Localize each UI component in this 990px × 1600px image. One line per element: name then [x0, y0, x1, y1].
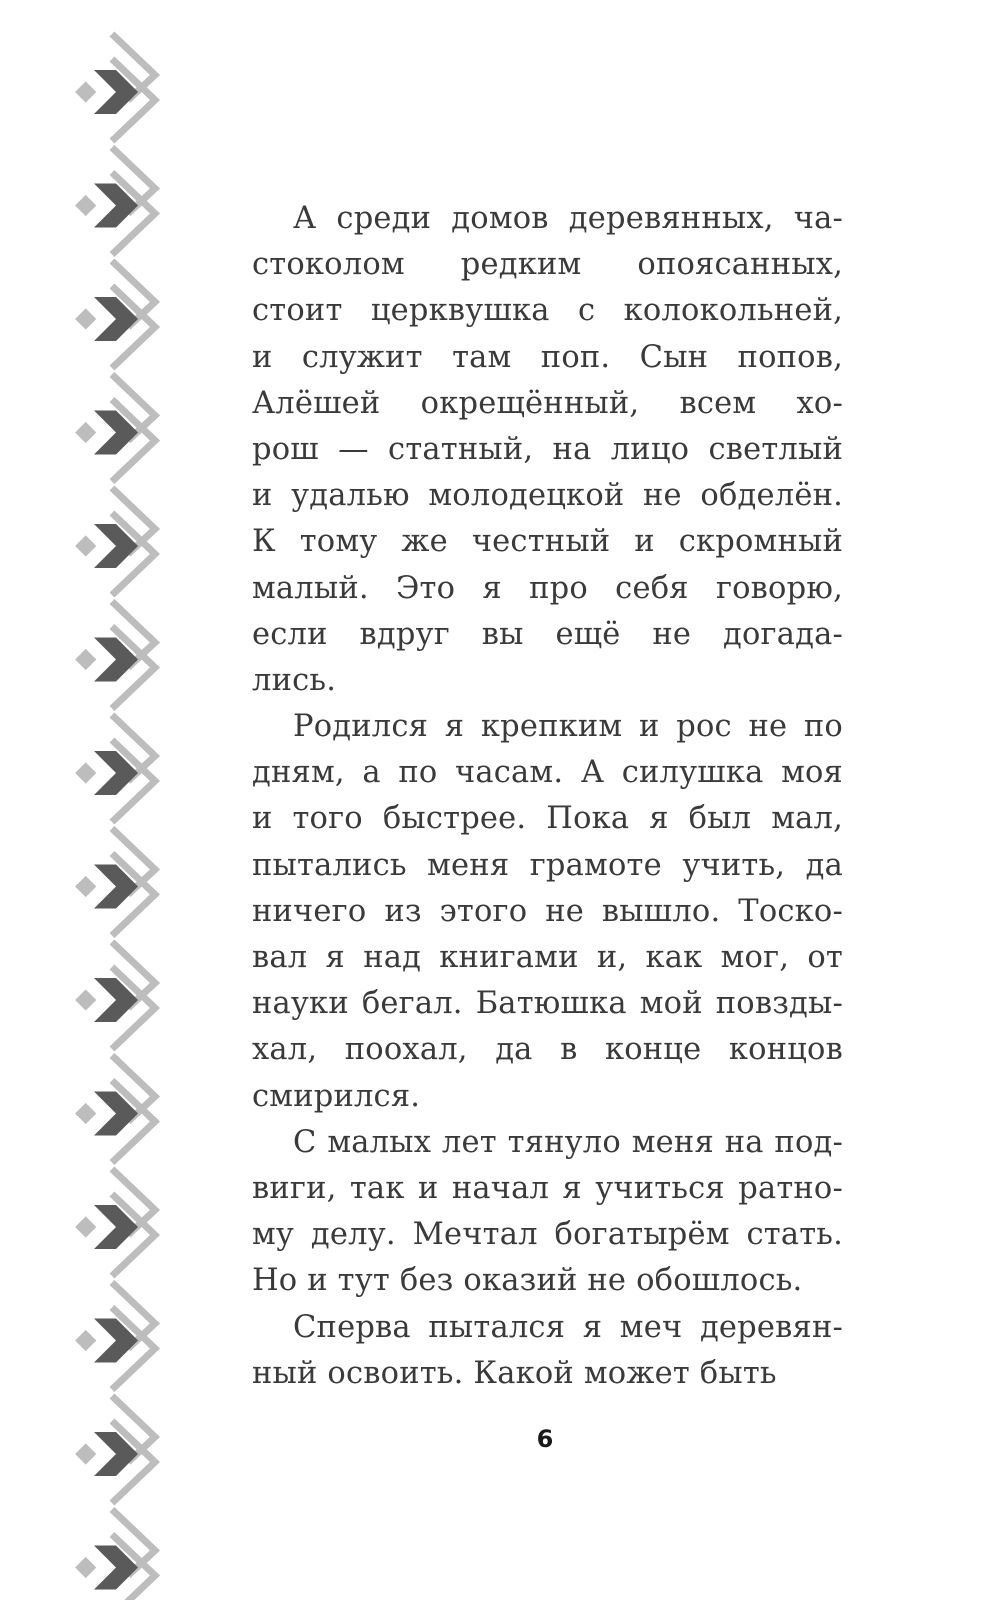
chevron-motif — [75, 715, 155, 822]
decorative-border — [70, 0, 180, 1600]
text-line: и служит там поп. Сын попов, — [252, 339, 843, 375]
chevron-motif — [75, 942, 155, 1049]
chevron-motif — [75, 148, 155, 255]
text-line: А среди домов деревянных, ча- — [293, 201, 843, 236]
text-line: смирился. — [252, 1078, 421, 1114]
text-line: стоколом редким опоясанных, — [252, 247, 843, 283]
text-line: виги, так и начал я учиться ратно- — [252, 1170, 843, 1206]
text-line: если вдруг вы ещё не догада- — [252, 616, 843, 652]
text-line: пытались меня грамоте учить, да — [252, 847, 843, 883]
chevron-motif — [75, 1510, 155, 1600]
chevron-motif — [75, 488, 155, 595]
text-line: рош — статный, на лицо светлый — [252, 431, 843, 467]
text-line: лись. — [252, 662, 337, 698]
chevron-motif — [75, 1396, 155, 1503]
text-line: К тому же честный и скромный — [252, 524, 843, 560]
paragraph — [252, 1305, 843, 1397]
text-line: и того быстрее. Пока я был мал, — [252, 801, 843, 837]
chevron-motif — [75, 829, 155, 936]
text-line: и удалью молодецкой не обделён. — [252, 478, 843, 514]
paragraph — [252, 196, 843, 704]
text-line: Сперва пытался я меч деревян- — [293, 1309, 843, 1345]
text-line: дням, а по часам. А силушка моя — [252, 755, 843, 791]
text-line: малый. Это я про себя говорю, — [252, 570, 843, 606]
text-line: С малых лет тянуло меня на под- — [293, 1124, 843, 1160]
text-line: му делу. Мечтал богатырём стать. — [252, 1217, 843, 1253]
chevron-motif — [75, 602, 155, 709]
paragraph — [252, 1120, 843, 1305]
text-line: ничего из этого не вышло. Тоско- — [252, 893, 843, 929]
page-number: 6 — [536, 1425, 554, 1453]
paragraph — [252, 704, 843, 1120]
chevron-motif — [75, 375, 155, 482]
page-text — [252, 196, 843, 1397]
chevron-motif — [75, 1056, 155, 1163]
text-line: науки бегал. Батюшка мой повзды- — [252, 986, 843, 1022]
text-line: Но и тут без оказий не обошлось. — [252, 1263, 803, 1299]
text-line: ный освоить. Какой может быть — [252, 1355, 777, 1391]
text-line: хал, поохал, да в конце концов — [252, 1032, 843, 1068]
text-line: стоит церквушка с колокольней, — [252, 293, 843, 329]
text-line: Родился я крепким и рос не по — [293, 709, 843, 745]
chevron-motif — [75, 1169, 155, 1276]
chevron-motif — [75, 1283, 155, 1390]
chevron-motif — [75, 261, 155, 368]
chevron-motif — [75, 34, 155, 141]
text-line: Алёшей окрещённый, всем хо- — [252, 385, 843, 421]
text-line: вал я над книгами и, как мог, от — [252, 940, 843, 975]
